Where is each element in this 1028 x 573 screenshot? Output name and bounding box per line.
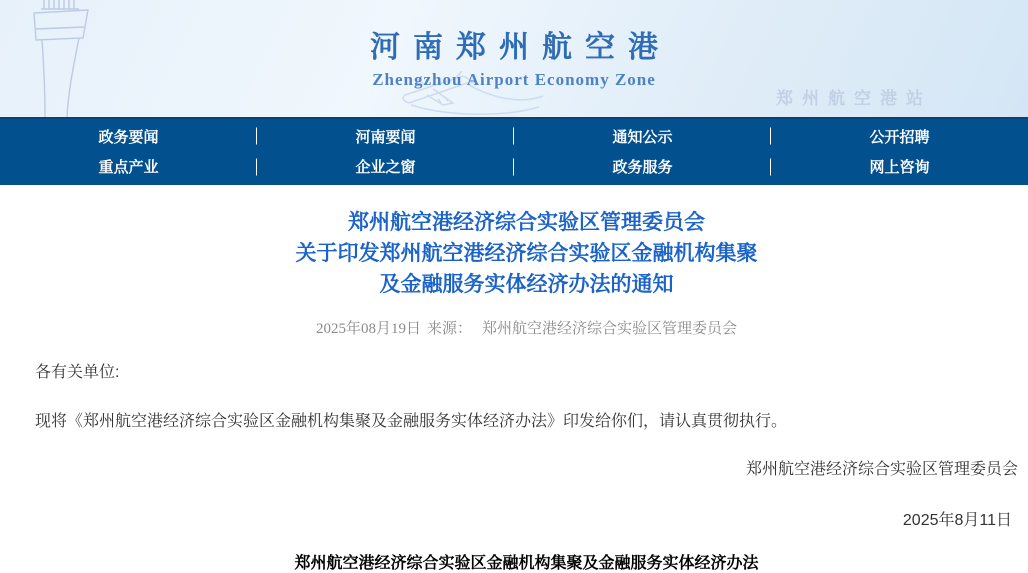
- signature-date: 2025年8月11日: [902, 512, 1012, 529]
- station-watermark-text: 郑州航空港站: [776, 89, 932, 108]
- source-name: 郑州航空港经济综合实验区管理委员会: [482, 321, 738, 337]
- nav-item-label: 政务服务: [612, 159, 673, 177]
- nav-item-notices[interactable]: [514, 121, 771, 152]
- nav-item-gov-news[interactable]: [0, 121, 257, 152]
- article-title-line-3: 及金融服务实体经济办法的通知: [379, 273, 674, 296]
- nav-item-label: 通知公示: [612, 128, 673, 146]
- main-nav: [0, 117, 1028, 185]
- nav-item-recruitment[interactable]: [771, 121, 1028, 152]
- article-meta: [35, 317, 1018, 338]
- attachment-title: 郑州航空港经济综合实验区金融机构集聚及金融服务实体经济办法: [294, 555, 759, 572]
- article-title-line-2: 关于印发郑州航空港经济综合实验区金融机构集聚: [295, 242, 758, 265]
- site-logo-subtitle: Zhengzhou Airport Economy Zone: [372, 70, 656, 89]
- nav-item-label: 政务要闻: [98, 128, 159, 146]
- nav-item-label: 企业之窗: [355, 159, 416, 177]
- body-paragraph: 现将《郑州航空港经济综合实验区金融机构集聚及金融服务实体经济办法》印发给你们，请认真贯彻执行。: [35, 413, 788, 430]
- signature: 郑州航空港经济综合实验区管理委员会: [745, 461, 1018, 478]
- site-logo-title: 河南郑州航空港: [370, 31, 671, 64]
- nav-item-online-consultation[interactable]: [771, 152, 1028, 183]
- nav-item-key-industries[interactable]: [0, 152, 257, 183]
- nav-item-label: 公开招聘: [869, 128, 930, 146]
- publish-date: 2025年08月19日: [315, 321, 421, 337]
- article-title: [35, 207, 1018, 300]
- nav-item-henan-news[interactable]: [257, 121, 514, 152]
- nav-item-label: 重点产业: [98, 159, 159, 177]
- nav-item-gov-services[interactable]: [514, 152, 771, 183]
- site-logo[interactable]: [0, 22, 1028, 90]
- nav-item-label: 河南要闻: [355, 128, 416, 146]
- nav-item-enterprise-window[interactable]: [257, 152, 514, 183]
- nav-item-label: 网上咨询: [869, 159, 930, 177]
- article-title-line-1: 郑州航空港经济综合实验区管理委员会: [348, 211, 705, 234]
- site-header: [0, 0, 1028, 117]
- nav-row-2: [0, 152, 1028, 183]
- source-label: 来源：: [426, 321, 472, 337]
- article: [0, 185, 1028, 573]
- salutation: 各有关单位:: [35, 364, 120, 381]
- nav-row-1: [0, 121, 1028, 152]
